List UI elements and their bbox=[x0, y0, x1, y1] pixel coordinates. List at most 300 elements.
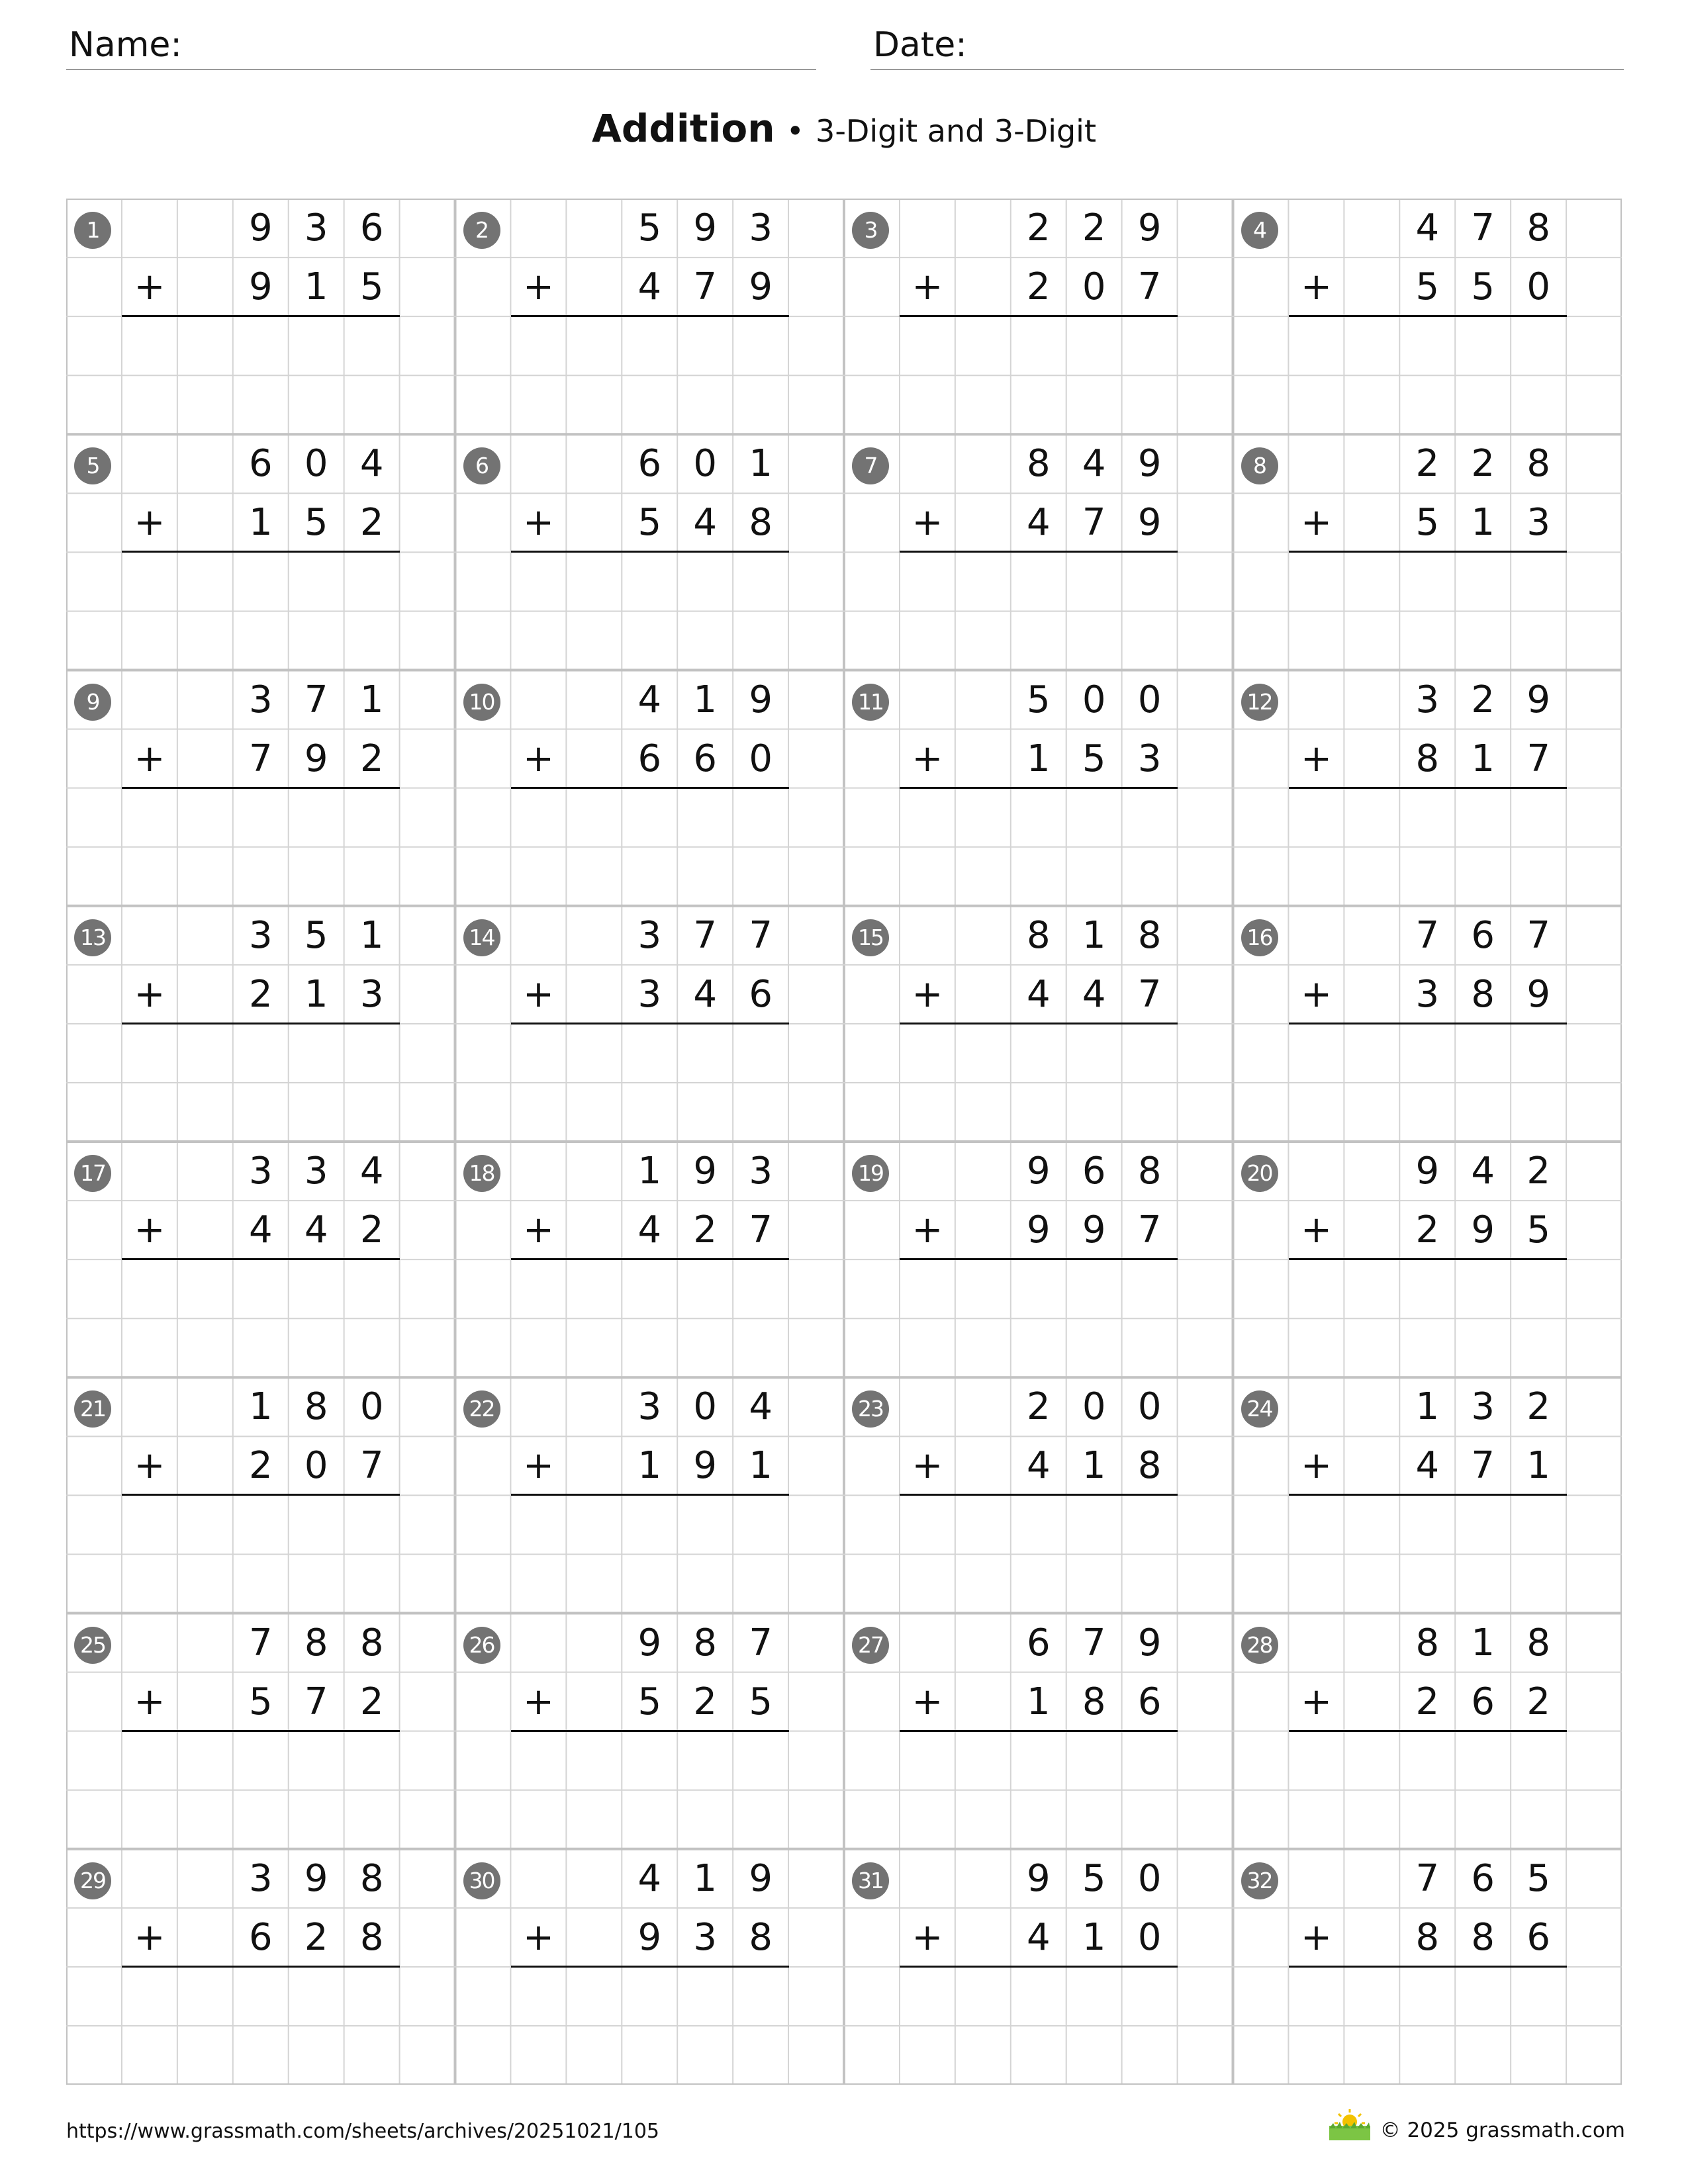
addend-bottom-digit: 9 bbox=[693, 1444, 718, 1488]
addend-bottom-digit: 1 bbox=[304, 265, 328, 309]
problem-19 bbox=[844, 1142, 1233, 1377]
problem-number-badge: 5 bbox=[74, 447, 111, 484]
problem-number-badge: 13 bbox=[74, 919, 111, 956]
problem-5 bbox=[66, 434, 455, 670]
date-field[interactable] bbox=[870, 24, 1624, 70]
addend-bottom-digit: 3 bbox=[1415, 972, 1440, 1016]
addend-top-digit: 9 bbox=[1137, 1621, 1162, 1664]
addend-top-digit: 0 bbox=[359, 1385, 384, 1429]
addend-top-digit: 2 bbox=[1082, 206, 1106, 250]
addend-bottom-digit: 9 bbox=[637, 1915, 662, 1959]
addend-bottom-digit: 8 bbox=[359, 1915, 384, 1959]
addend-top-digit: 9 bbox=[248, 206, 273, 250]
addend-bottom-digit: 8 bbox=[1415, 1915, 1440, 1959]
addend-bottom-digit: 8 bbox=[1415, 737, 1440, 780]
problem-14 bbox=[455, 906, 845, 1142]
addend-top-digit: 0 bbox=[304, 442, 328, 486]
addend-top-digit: 9 bbox=[749, 678, 773, 721]
addend-bottom-digit: 5 bbox=[749, 1680, 773, 1723]
addend-bottom-digit: 5 bbox=[637, 501, 662, 545]
plus-sign: + bbox=[912, 1208, 943, 1251]
problem-21 bbox=[66, 1377, 455, 1613]
problem-number-badge: 4 bbox=[1241, 212, 1278, 249]
problem-number-badge: 14 bbox=[463, 919, 500, 956]
problem-26 bbox=[455, 1614, 845, 1849]
plus-sign: + bbox=[134, 1208, 165, 1251]
addend-top-digit: 9 bbox=[637, 1621, 662, 1664]
answer-line bbox=[511, 787, 789, 789]
addend-top-digit: 6 bbox=[1026, 1621, 1051, 1664]
addend-top-digit: 4 bbox=[359, 442, 384, 486]
addend-bottom-digit: 4 bbox=[637, 1208, 662, 1252]
problem-31 bbox=[844, 1849, 1233, 2085]
answer-line bbox=[511, 1494, 789, 1496]
answer-line bbox=[122, 551, 400, 553]
answer-line bbox=[511, 1023, 789, 1024]
title-main: Addition bbox=[592, 106, 775, 151]
plus-sign: + bbox=[523, 1444, 554, 1488]
plus-sign: + bbox=[912, 972, 943, 1016]
addend-top-digit: 1 bbox=[359, 678, 384, 721]
addend-top-digit: 8 bbox=[1026, 442, 1051, 486]
answer-line bbox=[1289, 551, 1567, 553]
addend-bottom-digit: 6 bbox=[248, 1915, 273, 1959]
plus-sign: + bbox=[912, 1444, 943, 1488]
problem-number-badge: 21 bbox=[74, 1390, 111, 1428]
answer-line bbox=[1289, 787, 1567, 789]
addend-top-digit: 4 bbox=[637, 1856, 662, 1900]
problem-12 bbox=[1233, 670, 1622, 906]
problem-number-badge: 29 bbox=[74, 1862, 111, 1899]
addend-bottom-digit: 5 bbox=[304, 501, 328, 545]
addend-top-digit: 7 bbox=[693, 913, 718, 957]
plus-sign: + bbox=[523, 972, 554, 1016]
problem-number-badge: 9 bbox=[74, 684, 111, 721]
problem-number-badge: 3 bbox=[852, 212, 889, 249]
addend-bottom-digit: 1 bbox=[304, 972, 328, 1016]
problem-6 bbox=[455, 434, 845, 670]
answer-line bbox=[511, 315, 789, 317]
addend-bottom-digit: 9 bbox=[1137, 501, 1162, 545]
addend-top-digit: 7 bbox=[749, 1621, 773, 1664]
addend-top-digit: 3 bbox=[749, 1150, 773, 1193]
problem-10 bbox=[455, 670, 845, 906]
name-field[interactable] bbox=[66, 24, 816, 70]
plus-sign: + bbox=[134, 501, 165, 545]
problem-15 bbox=[844, 906, 1233, 1142]
addend-bottom-digit: 3 bbox=[637, 972, 662, 1016]
answer-line bbox=[511, 1258, 789, 1260]
addend-bottom-digit: 7 bbox=[1137, 972, 1162, 1016]
plus-sign: + bbox=[1301, 972, 1332, 1016]
addend-bottom-digit: 2 bbox=[359, 737, 384, 780]
problem-number-badge: 22 bbox=[463, 1390, 500, 1428]
answer-line bbox=[1289, 1494, 1567, 1496]
addend-top-digit: 2 bbox=[1415, 442, 1440, 486]
addend-bottom-digit: 1 bbox=[1082, 1444, 1106, 1488]
addend-top-digit: 2 bbox=[1526, 1385, 1550, 1429]
addend-top-digit: 5 bbox=[1082, 1856, 1106, 1900]
addend-top-digit: 2 bbox=[1526, 1150, 1550, 1193]
problem-8 bbox=[1233, 434, 1622, 670]
grass-sun-logo-icon bbox=[1327, 2107, 1373, 2144]
plus-sign: + bbox=[134, 1915, 165, 1959]
addend-top-digit: 2 bbox=[1471, 442, 1495, 486]
addend-bottom-digit: 2 bbox=[304, 1915, 328, 1959]
problem-number-badge: 2 bbox=[463, 212, 500, 249]
addend-top-digit: 5 bbox=[1526, 1856, 1550, 1900]
addend-top-digit: 6 bbox=[359, 206, 384, 250]
problem-number-badge: 18 bbox=[463, 1155, 500, 1192]
addend-top-digit: 9 bbox=[1137, 206, 1162, 250]
addend-bottom-digit: 6 bbox=[693, 737, 718, 780]
addend-bottom-digit: 1 bbox=[1026, 737, 1051, 780]
addend-bottom-digit: 4 bbox=[304, 1208, 328, 1252]
problem-1 bbox=[66, 199, 455, 434]
problem-22 bbox=[455, 1377, 845, 1613]
footer-url[interactable]: https://www.grassmath.com/sheets/archives/20251021/105 bbox=[66, 2120, 660, 2143]
problem-number-badge: 19 bbox=[852, 1155, 889, 1192]
plus-sign: + bbox=[134, 737, 165, 780]
addend-bottom-digit: 4 bbox=[248, 1208, 273, 1252]
plus-sign: + bbox=[912, 501, 943, 545]
problem-number-badge: 17 bbox=[74, 1155, 111, 1192]
addend-top-digit: 0 bbox=[1082, 678, 1106, 721]
problem-number-badge: 24 bbox=[1241, 1390, 1278, 1428]
addend-bottom-digit: 6 bbox=[1526, 1915, 1550, 1959]
addend-top-digit: 3 bbox=[1415, 678, 1440, 721]
addend-bottom-digit: 2 bbox=[1415, 1208, 1440, 1252]
addend-bottom-digit: 5 bbox=[359, 265, 384, 309]
title-separator: • bbox=[786, 113, 804, 149]
addend-bottom-digit: 0 bbox=[1137, 1915, 1162, 1959]
addend-bottom-digit: 0 bbox=[1526, 265, 1550, 309]
addend-top-digit: 6 bbox=[1471, 913, 1495, 957]
addend-bottom-digit: 1 bbox=[637, 1444, 662, 1488]
problem-number-badge: 12 bbox=[1241, 684, 1278, 721]
addend-top-digit: 9 bbox=[1415, 1150, 1440, 1193]
addend-top-digit: 9 bbox=[749, 1856, 773, 1900]
problem-number-badge: 10 bbox=[463, 684, 500, 721]
addend-top-digit: 1 bbox=[359, 913, 384, 957]
addend-top-digit: 4 bbox=[1415, 206, 1440, 250]
addend-top-digit: 3 bbox=[749, 206, 773, 250]
plus-sign: + bbox=[1301, 1680, 1332, 1723]
answer-line bbox=[511, 1730, 789, 1732]
problem-29 bbox=[66, 1849, 455, 2085]
problem-20 bbox=[1233, 1142, 1622, 1377]
addend-bottom-digit: 7 bbox=[1137, 265, 1162, 309]
plus-sign: + bbox=[523, 737, 554, 780]
plus-sign: + bbox=[523, 1915, 554, 1959]
addend-top-digit: 0 bbox=[1137, 1856, 1162, 1900]
problem-13 bbox=[66, 906, 455, 1142]
answer-line bbox=[122, 1258, 400, 1260]
plus-sign: + bbox=[1301, 501, 1332, 545]
problem-16 bbox=[1233, 906, 1622, 1142]
addend-bottom-digit: 8 bbox=[1471, 972, 1495, 1016]
addend-top-digit: 7 bbox=[1471, 206, 1495, 250]
plus-sign: + bbox=[912, 737, 943, 780]
addend-top-digit: 7 bbox=[749, 913, 773, 957]
addend-bottom-digit: 8 bbox=[1137, 1444, 1162, 1488]
addend-bottom-digit: 6 bbox=[1471, 1680, 1495, 1723]
addend-bottom-digit: 5 bbox=[1415, 501, 1440, 545]
addend-bottom-digit: 4 bbox=[637, 265, 662, 309]
addend-top-digit: 0 bbox=[693, 1385, 718, 1429]
addend-top-digit: 7 bbox=[1082, 1621, 1106, 1664]
addend-top-digit: 4 bbox=[1471, 1150, 1495, 1193]
answer-line bbox=[1289, 1023, 1567, 1024]
addend-bottom-digit: 8 bbox=[749, 501, 773, 545]
problem-number-badge: 7 bbox=[852, 447, 889, 484]
plus-sign: + bbox=[523, 501, 554, 545]
answer-line bbox=[900, 551, 1178, 553]
addend-bottom-digit: 9 bbox=[1026, 1208, 1051, 1252]
addend-top-digit: 8 bbox=[1526, 442, 1550, 486]
addend-top-digit: 6 bbox=[637, 442, 662, 486]
addend-bottom-digit: 1 bbox=[1471, 501, 1495, 545]
addend-bottom-digit: 2 bbox=[359, 1680, 384, 1723]
addend-bottom-digit: 9 bbox=[749, 265, 773, 309]
problem-24 bbox=[1233, 1377, 1622, 1613]
plus-sign: + bbox=[134, 1680, 165, 1723]
addend-bottom-digit: 6 bbox=[1137, 1680, 1162, 1723]
answer-line bbox=[511, 551, 789, 553]
addend-top-digit: 2 bbox=[1026, 1385, 1051, 1429]
answer-line bbox=[900, 1730, 1178, 1732]
problem-18 bbox=[455, 1142, 845, 1377]
problem-number-badge: 8 bbox=[1241, 447, 1278, 484]
problem-number-badge: 23 bbox=[852, 1390, 889, 1428]
addend-bottom-digit: 4 bbox=[1026, 1915, 1051, 1959]
answer-line bbox=[900, 1494, 1178, 1496]
plus-sign: + bbox=[912, 1680, 943, 1723]
addend-top-digit: 9 bbox=[693, 1150, 718, 1193]
addend-top-digit: 4 bbox=[359, 1150, 384, 1193]
addend-bottom-digit: 1 bbox=[248, 501, 273, 545]
addend-top-digit: 1 bbox=[749, 442, 773, 486]
problem-number-badge: 20 bbox=[1241, 1155, 1278, 1192]
problem-23 bbox=[844, 1377, 1233, 1613]
plus-sign: + bbox=[134, 1444, 165, 1488]
addend-top-digit: 8 bbox=[1026, 913, 1051, 957]
addend-bottom-digit: 0 bbox=[304, 1444, 328, 1488]
addend-bottom-digit: 0 bbox=[749, 737, 773, 780]
addend-bottom-digit: 7 bbox=[693, 265, 718, 309]
problem-number-badge: 11 bbox=[852, 684, 889, 721]
plus-sign: + bbox=[1301, 1208, 1332, 1251]
addend-bottom-digit: 5 bbox=[1082, 737, 1106, 780]
answer-line bbox=[122, 787, 400, 789]
addend-bottom-digit: 1 bbox=[1082, 1915, 1106, 1959]
problem-25 bbox=[66, 1614, 455, 1849]
addend-top-digit: 8 bbox=[304, 1621, 328, 1664]
addend-bottom-digit: 4 bbox=[1026, 501, 1051, 545]
addend-top-digit: 1 bbox=[1415, 1385, 1440, 1429]
addend-top-digit: 0 bbox=[1082, 1385, 1106, 1429]
addend-bottom-digit: 3 bbox=[1137, 737, 1162, 780]
addend-top-digit: 8 bbox=[1526, 1621, 1550, 1664]
plus-sign: + bbox=[1301, 1915, 1332, 1959]
answer-line bbox=[122, 1966, 400, 1968]
addend-bottom-digit: 7 bbox=[248, 737, 273, 780]
problem-9 bbox=[66, 670, 455, 906]
addend-top-digit: 8 bbox=[1137, 1150, 1162, 1193]
addend-bottom-digit: 7 bbox=[1471, 1444, 1495, 1488]
addend-top-digit: 7 bbox=[304, 678, 328, 721]
addend-bottom-digit: 4 bbox=[693, 501, 718, 545]
answer-line bbox=[1289, 315, 1567, 317]
problem-grid bbox=[66, 199, 1622, 2085]
problem-2 bbox=[455, 199, 845, 434]
plus-sign: + bbox=[1301, 737, 1332, 780]
addend-bottom-digit: 9 bbox=[1082, 1208, 1106, 1252]
addend-top-digit: 3 bbox=[637, 1385, 662, 1429]
addend-top-digit: 3 bbox=[248, 1150, 273, 1193]
addend-bottom-digit: 3 bbox=[1526, 501, 1550, 545]
problem-number-badge: 28 bbox=[1241, 1627, 1278, 1664]
date-label: Date: bbox=[873, 25, 967, 65]
addend-bottom-digit: 5 bbox=[248, 1680, 273, 1723]
title-subtitle: 3-Digit and 3-Digit bbox=[816, 113, 1096, 149]
addend-bottom-digit: 7 bbox=[1526, 737, 1550, 780]
addend-top-digit: 9 bbox=[304, 1856, 328, 1900]
addend-top-digit: 1 bbox=[1082, 913, 1106, 957]
addend-bottom-digit: 3 bbox=[693, 1915, 718, 1959]
addend-top-digit: 3 bbox=[248, 678, 273, 721]
answer-line bbox=[122, 315, 400, 317]
addend-top-digit: 1 bbox=[637, 1150, 662, 1193]
addend-bottom-digit: 2 bbox=[693, 1680, 718, 1723]
addend-top-digit: 9 bbox=[693, 206, 718, 250]
addend-bottom-digit: 4 bbox=[1415, 1444, 1440, 1488]
addend-bottom-digit: 7 bbox=[1137, 1208, 1162, 1252]
addend-bottom-digit: 6 bbox=[637, 737, 662, 780]
answer-line bbox=[1289, 1258, 1567, 1260]
problem-7 bbox=[844, 434, 1233, 670]
addend-bottom-digit: 5 bbox=[637, 1680, 662, 1723]
answer-line bbox=[900, 1023, 1178, 1024]
addend-top-digit: 1 bbox=[693, 1856, 718, 1900]
addend-top-digit: 1 bbox=[248, 1385, 273, 1429]
problem-number-badge: 25 bbox=[74, 1627, 111, 1664]
name-label: Name: bbox=[69, 25, 182, 65]
addend-top-digit: 5 bbox=[637, 206, 662, 250]
addend-bottom-digit: 2 bbox=[1415, 1680, 1440, 1723]
addend-top-digit: 3 bbox=[304, 1150, 328, 1193]
answer-line bbox=[511, 1966, 789, 1968]
addend-top-digit: 0 bbox=[693, 442, 718, 486]
addend-bottom-digit: 2 bbox=[1026, 265, 1051, 309]
addend-top-digit: 7 bbox=[1526, 913, 1550, 957]
plus-sign: + bbox=[1301, 1444, 1332, 1488]
addend-bottom-digit: 7 bbox=[749, 1208, 773, 1252]
addend-top-digit: 9 bbox=[1526, 678, 1550, 721]
addend-bottom-digit: 8 bbox=[1082, 1680, 1106, 1723]
addend-top-digit: 7 bbox=[1415, 1856, 1440, 1900]
addend-bottom-digit: 1 bbox=[1471, 737, 1495, 780]
addend-bottom-digit: 7 bbox=[359, 1444, 384, 1488]
addend-top-digit: 2 bbox=[1026, 206, 1051, 250]
addend-top-digit: 9 bbox=[1026, 1856, 1051, 1900]
addend-top-digit: 4 bbox=[637, 678, 662, 721]
problem-17 bbox=[66, 1142, 455, 1377]
addend-bottom-digit: 2 bbox=[359, 501, 384, 545]
problem-4 bbox=[1233, 199, 1622, 434]
addend-top-digit: 7 bbox=[1415, 913, 1440, 957]
addend-top-digit: 1 bbox=[1471, 1621, 1495, 1664]
addend-top-digit: 1 bbox=[693, 678, 718, 721]
addend-top-digit: 9 bbox=[1137, 442, 1162, 486]
problem-11 bbox=[844, 670, 1233, 906]
worksheet-title bbox=[0, 106, 1688, 151]
addend-top-digit: 6 bbox=[1471, 1856, 1495, 1900]
addend-bottom-digit: 4 bbox=[1026, 972, 1051, 1016]
addend-top-digit: 8 bbox=[304, 1385, 328, 1429]
addend-top-digit: 8 bbox=[359, 1621, 384, 1664]
problem-number-badge: 15 bbox=[852, 919, 889, 956]
problem-32 bbox=[1233, 1849, 1622, 2085]
addend-top-digit: 9 bbox=[1026, 1150, 1051, 1193]
answer-line bbox=[900, 1258, 1178, 1260]
addend-top-digit: 0 bbox=[1137, 1385, 1162, 1429]
plus-sign: + bbox=[134, 265, 165, 308]
problem-27 bbox=[844, 1614, 1233, 1849]
problem-number-badge: 1 bbox=[74, 212, 111, 249]
plus-sign: + bbox=[523, 265, 554, 308]
answer-line bbox=[900, 787, 1178, 789]
addend-top-digit: 8 bbox=[1526, 206, 1550, 250]
addend-bottom-digit: 5 bbox=[1415, 265, 1440, 309]
plus-sign: + bbox=[1301, 265, 1332, 308]
addend-bottom-digit: 9 bbox=[1526, 972, 1550, 1016]
addend-bottom-digit: 2 bbox=[248, 972, 273, 1016]
addend-bottom-digit: 2 bbox=[359, 1208, 384, 1252]
answer-line bbox=[122, 1023, 400, 1024]
addend-top-digit: 4 bbox=[1082, 442, 1106, 486]
addend-top-digit: 5 bbox=[304, 913, 328, 957]
addend-bottom-digit: 8 bbox=[1471, 1915, 1495, 1959]
addend-bottom-digit: 5 bbox=[1526, 1208, 1550, 1252]
problem-number-badge: 32 bbox=[1241, 1862, 1278, 1899]
answer-line bbox=[122, 1494, 400, 1496]
addend-top-digit: 0 bbox=[1137, 678, 1162, 721]
addend-top-digit: 8 bbox=[693, 1621, 718, 1664]
addend-top-digit: 3 bbox=[637, 913, 662, 957]
footer-copyright: © 2025 grassmath.com bbox=[1380, 2118, 1625, 2142]
addend-top-digit: 8 bbox=[1415, 1621, 1440, 1664]
addend-bottom-digit: 6 bbox=[749, 972, 773, 1016]
answer-line bbox=[1289, 1966, 1567, 1968]
addend-bottom-digit: 2 bbox=[1526, 1680, 1550, 1723]
addend-bottom-digit: 1 bbox=[1026, 1680, 1051, 1723]
addend-top-digit: 8 bbox=[359, 1856, 384, 1900]
plus-sign: + bbox=[912, 265, 943, 308]
plus-sign: + bbox=[134, 972, 165, 1016]
answer-line bbox=[1289, 1730, 1567, 1732]
addend-bottom-digit: 3 bbox=[359, 972, 384, 1016]
addend-bottom-digit: 1 bbox=[749, 1444, 773, 1488]
problem-number-badge: 31 bbox=[852, 1862, 889, 1899]
addend-bottom-digit: 4 bbox=[1082, 972, 1106, 1016]
addend-bottom-digit: 9 bbox=[1471, 1208, 1495, 1252]
addend-bottom-digit: 5 bbox=[1471, 265, 1495, 309]
addend-bottom-digit: 8 bbox=[749, 1915, 773, 1959]
problem-number-badge: 26 bbox=[463, 1627, 500, 1664]
addend-top-digit: 8 bbox=[1137, 913, 1162, 957]
addend-bottom-digit: 0 bbox=[1082, 265, 1106, 309]
